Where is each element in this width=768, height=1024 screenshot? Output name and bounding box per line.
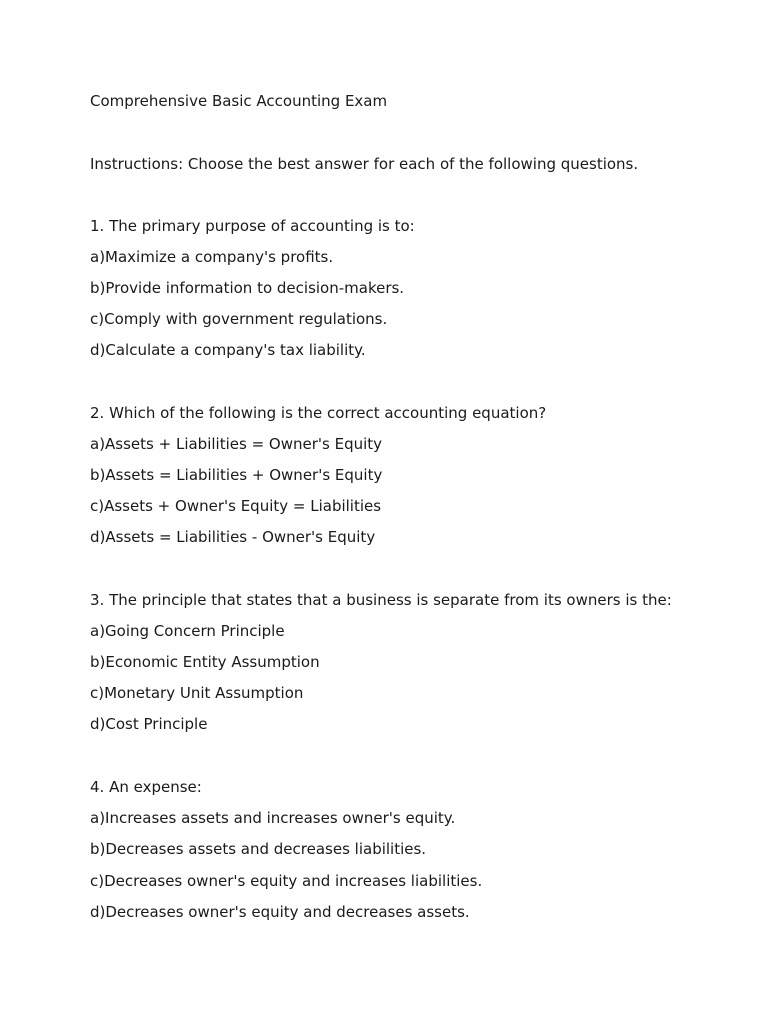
question-1-option-b: b)Provide information to decision-makers. [90, 279, 405, 297]
question-3-prompt: 3. The principle that states that a business is separate from its owners is the: [90, 591, 672, 609]
question-1-option-a: a)Maximize a company's profits. [90, 248, 334, 266]
question-1-option-c: c)Comply with government regulations. [90, 310, 388, 328]
question-1-prompt: 1. The primary purpose of accounting is to: [90, 217, 415, 235]
question-2-option-b: b)Assets = Liabilities + Owner's Equity [90, 466, 383, 484]
question-4-option-b: b)Decreases assets and decreases liabilities. [90, 840, 427, 858]
exam-instructions: Instructions: Choose the best answer for each of the following questions. [90, 155, 639, 173]
question-4-option-a: a)Increases assets and increases owner's equity. [90, 809, 456, 827]
question-4-prompt: 4. An expense: [90, 778, 202, 796]
question-2-option-d: d)Assets = Liabilities - Owner's Equity [90, 528, 376, 546]
exam-title: Comprehensive Basic Accounting Exam [90, 92, 388, 110]
question-3-option-b: b)Economic Entity Assumption [90, 653, 320, 671]
question-2-option-a: a)Assets + Liabilities = Owner's Equity [90, 435, 383, 453]
question-4-option-c: c)Decreases owner's equity and increases liabilities. [90, 872, 483, 890]
question-3-option-c: c)Monetary Unit Assumption [90, 684, 304, 702]
question-2-option-c: c)Assets + Owner's Equity = Liabilities [90, 497, 382, 515]
question-3-option-a: a)Going Concern Principle [90, 622, 285, 640]
question-2-prompt: 2. Which of the following is the correct accounting equation? [90, 404, 547, 422]
question-1-option-d: d)Calculate a company's tax liability. [90, 341, 366, 359]
question-3-option-d: d)Cost Principle [90, 715, 208, 733]
question-4-option-d: d)Decreases owner's equity and decreases assets. [90, 903, 470, 921]
